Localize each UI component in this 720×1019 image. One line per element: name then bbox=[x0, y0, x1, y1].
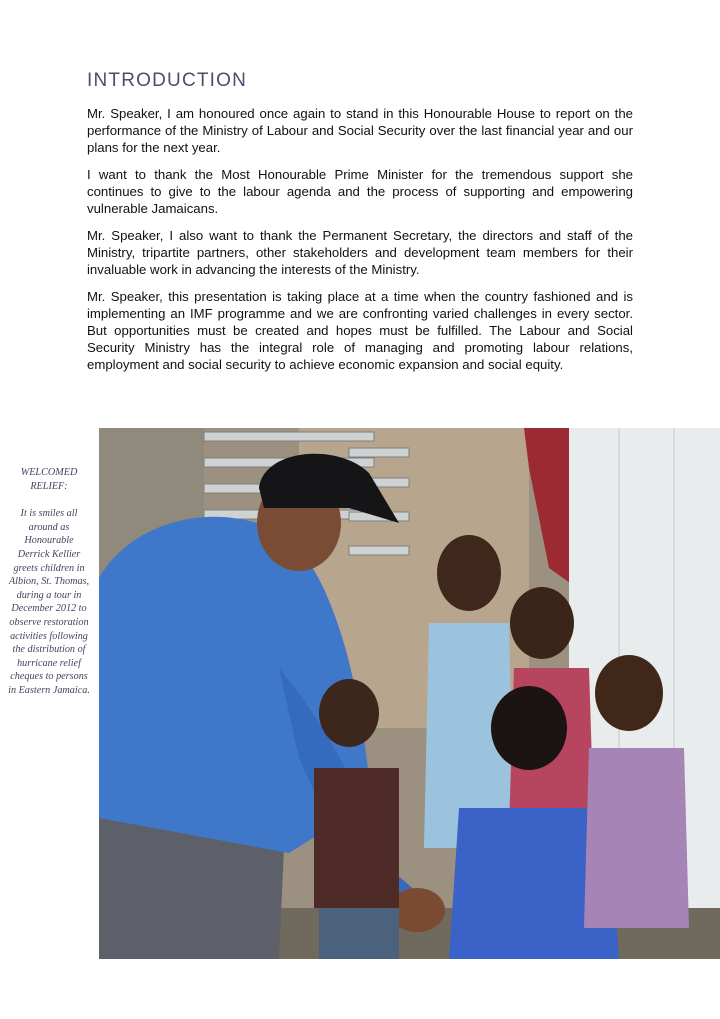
paragraph: Mr. Speaker, I also want to thank the Permanent Secretary, the directors and staff of the Ministry, tripartite partners, other stakeholders and development team members for their invaluable work in advancing the interests of the Ministry. bbox=[87, 228, 633, 277]
caption-text: It is smiles all around as Honourable Derrick Kellier greets children in Albion, St. Thomas, during a tour in December 2012 to observe restoration activities following the distribution of hurricane relief cheques to persons in Eastern Jamaica. bbox=[8, 508, 90, 696]
body-text bbox=[87, 105, 633, 383]
paragraph: Mr. Speaker, this presentation is taking place at a time when the country fashioned and is implementing an IMF programme and we are confronting varied challenges in every sector. But opportunities must be created and hopes must be fulfilled. The Labour and Social Security Ministry has the integral role of managing and promoting labour relations, employment and social security to achieve economic expansion and social equity. bbox=[87, 289, 633, 372]
photo bbox=[99, 428, 720, 959]
paragraph: Mr. Speaker, I am honoured once again to stand in this Honourable House to report on the performance of the Ministry of Labour and Social Security over the last financial year and our plans for the next year. bbox=[87, 106, 633, 155]
section-heading: INTRODUCTION bbox=[87, 70, 248, 91]
paragraph: I want to thank the Most Honourable Prime Minister for the tremendous support she continues to give to the labour agenda and the process of supporting and empowering vulnerable Jamaicans. bbox=[87, 167, 633, 216]
photo-illustration bbox=[99, 428, 720, 959]
photo-caption bbox=[8, 466, 90, 698]
caption-title: WELCOMED RELIEF: bbox=[20, 467, 78, 492]
